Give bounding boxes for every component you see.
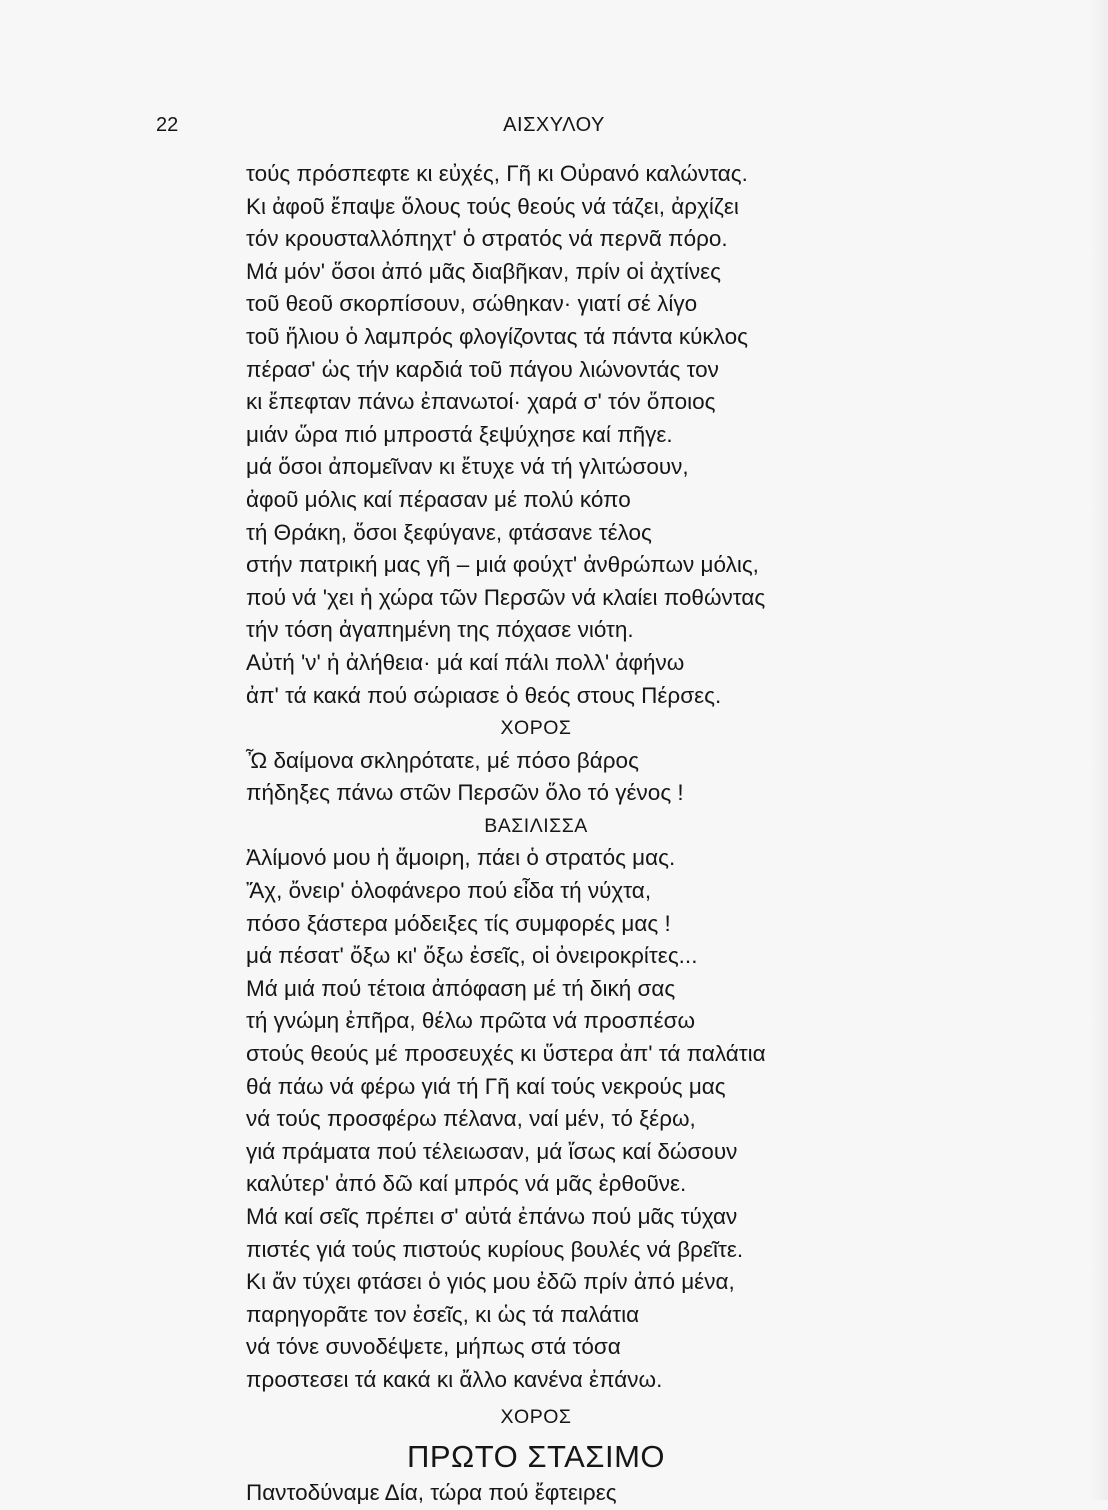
verse-line: τή γνώμη ἐπῆρα, θέλω πρῶτα νά προσπέσω xyxy=(246,1008,696,1034)
verse-line: Ἀλίμονό μου ἡ ἄμοιρη, πάει ὁ στρατός μας. xyxy=(246,845,676,871)
verse-line: τοῦ θεοῦ σκορπίσουν, σώθηκαν· γιατί σέ λίγο xyxy=(246,291,698,317)
verse-line: Μά μόν' ὅσοι ἀπό μᾶς διαβῆκαν, πρίν οἱ ἀχτίνες xyxy=(246,258,721,284)
verse-line: πού νά 'χει ἡ χώρα τῶν Περσῶν νά κλαίει ποθώντας xyxy=(246,584,766,610)
verse-line: ἀπ' τά κακά πού σώριασε ὁ θεός στους Πέρσες. xyxy=(246,682,722,708)
verse-line: τόν κρουσταλλόπηχτ' ὁ στρατός νά περνᾶ πόρο. xyxy=(246,226,728,252)
text-block xyxy=(246,158,906,1510)
verse-line: νά τούς προσφέρω πέλανα, ναί μέν, τό ξέρω, xyxy=(246,1106,696,1132)
verse-line: πήδηξες πάνω στῶν Περσῶν ὅλο τό γένος ! xyxy=(246,780,684,806)
verse-line: μά ὅσοι ἀπομεῖναν κι ἔτυχε νά τή γλιτώσουν, xyxy=(246,454,689,480)
verse-line: πιστές γιά τούς πιστούς κυρίους βουλές νά βρεῖτε. xyxy=(246,1236,744,1262)
verse-line: προστεσει τά κακά κι ἄλλο κανένα ἐπάνω. xyxy=(246,1366,663,1392)
verse-line: Παντοδύναμε Δία, τώρα πού ἔφτειρες xyxy=(246,1480,617,1506)
verse-line: παρηγορᾶτε τον ἐσεῖς, κι ὡς τά παλάτια xyxy=(246,1301,640,1327)
verse-line: ἀφοῦ μόλις καί πέρασαν μέ πολύ κόπο xyxy=(246,486,631,512)
verse-line: κι ἔπεφταν πάνω ἐπανωτοί· χαρά σ' τόν ὅποιος xyxy=(246,389,716,415)
verse-line: πόσο ξάστερα μόδειξες τίς συμφορές μας ! xyxy=(246,910,671,936)
speaker-chorus: ΧΟΡΟΣ xyxy=(500,717,572,740)
verse-line: καλύτερ' ἀπό δῶ καί μπρός νά μᾶς ἐρθοῦνε. xyxy=(246,1171,687,1197)
speaker-chorus: ΧΟΡΟΣ xyxy=(500,1405,572,1428)
verse-line: Κι ἀφοῦ ἔπαψε ὅλους τούς θεούς νά τάζει, ἀρχίζει xyxy=(246,193,739,219)
verse-line: Ἄχ, ὄνειρ' ὁλοφάνερο πού εἶδα τή νύχτα, xyxy=(246,878,652,904)
verse-line: θά πάω νά φέρω γιά τή Γῆ καί τούς νεκρούς μας xyxy=(246,1073,726,1099)
section-title: ΠΡΩΤΟ ΣΤΑΣΙΜΟ xyxy=(406,1439,666,1475)
verse-line: Μά μιά πού τέτοια ἀπόφαση μέ τή δική σας xyxy=(246,975,676,1001)
verse-line: μά πέσατ' ὄξω κι' ὄξω ἐσεῖς, οἱ ὀνειροκρίτες... xyxy=(246,943,698,969)
verse-line: γιά πράματα πού τέλειωσαν, μά ἴσως καί δώσουν xyxy=(246,1138,738,1164)
verse-line: νά τόνε συνοδέψετε, μήπως στά τόσα xyxy=(246,1334,621,1360)
page-number: 22 xyxy=(156,114,179,136)
verse-line: στήν πατρική μας γῆ – μιά φούχτ' ἀνθρώπων μόλις, xyxy=(246,552,759,578)
page-edge-shadow xyxy=(1090,0,1108,1500)
running-head: ΑΙΣΧΥΛΟΥ xyxy=(503,114,605,136)
verse-line: Μά καί σεῖς πρέπει σ' αὐτά ἐπάνω πού μᾶς τύχαν xyxy=(246,1204,738,1229)
verse-line: Κι ἄν τύχει φτάσει ὁ γιός μου ἐδῶ πρίν ἀπό μένα, xyxy=(246,1269,735,1295)
verse-line: Αὐτή 'ν' ἡ ἀλήθεια· μά καί πάλι πολλ' ἀφήνω xyxy=(246,649,685,675)
verse-line: τοῦ ἥλιου ὁ λαμπρός φλογίζοντας τά πάντα κύκλος xyxy=(246,323,748,349)
verse-line: μιάν ὥρα πιό μπροστά ξεψύχησε καί πῆγε. xyxy=(246,421,673,447)
verse-line: πέρασ' ὡς τήν καρδιά τοῦ πάγου λιώνοντάς τον xyxy=(246,356,719,382)
verse-line: τήν τόση ἀγαπημένη της πόχασε νιότη. xyxy=(246,617,634,643)
verse-line: Ὦ δαίμονα σκληρότατε, μέ πόσο βάρος xyxy=(246,747,639,773)
speaker-queen: ΒΑΣΙΛΙΣΣΑ xyxy=(484,814,588,837)
verse-line: τούς πρόσπεφτε κι εὐχές, Γῆ κι Οὐρανό καλώντας. xyxy=(246,161,748,186)
verse-line: στούς θεούς μέ προσευχές κι ὕστερα ἀπ' τά παλάτια xyxy=(246,1041,766,1067)
verse-line: τή Θράκη, ὅσοι ξεφύγανε, φτάσανε τέλος xyxy=(246,519,652,545)
